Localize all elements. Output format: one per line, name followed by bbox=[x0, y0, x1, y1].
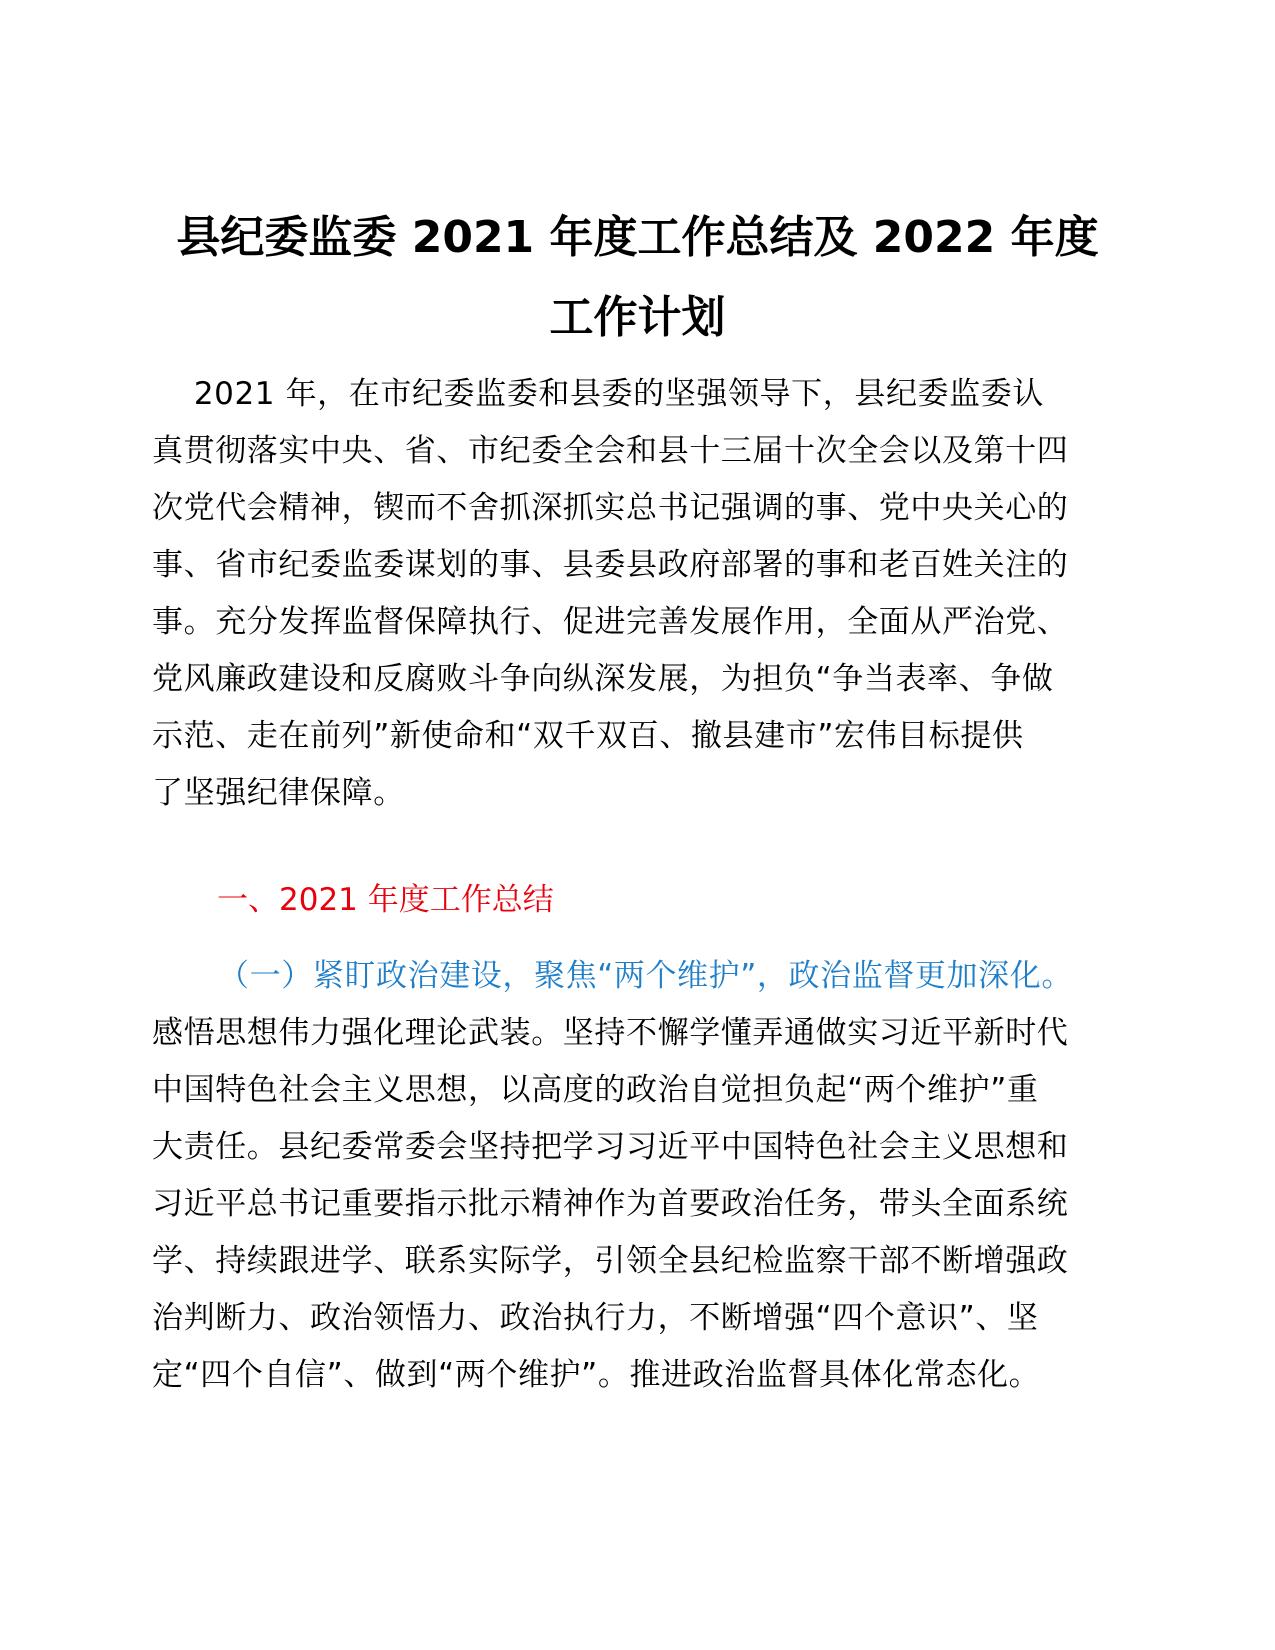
intro-line-6: 党风廉政建设和反腐败斗争向纵深发展，为担负“争当表率、争做 bbox=[152, 661, 1054, 697]
body-line-3: 大责任。县纪委常委会坚持把学习习近平中国特色社会主义思想和 bbox=[152, 1129, 1069, 1165]
body-line-7: 定“四个自信”、做到“两个维护”。推进政治监督具体化常态化。 bbox=[152, 1357, 1041, 1393]
intro-paragraph bbox=[152, 366, 1122, 822]
body-line-4: 习近平总书记重要指示批示精神作为首要政治任务，带头全面系统 bbox=[152, 1186, 1069, 1222]
section-heading: 一、2021 年度工作总结 bbox=[217, 882, 554, 918]
intro-line-4: 事、省市纪委监委谋划的事、县委县政府部署的事和老百姓关注的 bbox=[152, 547, 1069, 583]
body-line-5: 学、持续跟进学、联系实际学，引领全县纪检监察干部不断增强政 bbox=[152, 1243, 1069, 1279]
body-line-6: 治判断力、政治领悟力、政治执行力，不断增强“四个意识”、坚 bbox=[152, 1300, 1039, 1336]
subsection-heading: （一）紧盯政治建设，聚焦“两个维护”，政治监督更加深化。 bbox=[218, 958, 1073, 994]
title-line-2: 工作计划 bbox=[549, 292, 726, 343]
body-line-2: 中国特色社会主义思想，以高度的政治自觉担负起“两个维护”重 bbox=[152, 1072, 1039, 1108]
title-line-1: 县纪委监委 2021 年度工作总结及 2022 年度 bbox=[176, 212, 1099, 263]
document-title bbox=[150, 198, 1125, 358]
intro-line-5: 事。充分发挥监督保障执行、促进完善发展作用，全面从严治党、 bbox=[152, 604, 1069, 640]
body-line-1: 感悟思想伟力强化理论武装。坚持不懈学懂弄通做实习近平新时代 bbox=[152, 1015, 1069, 1051]
intro-line-3: 次党代会精神，锲而不舍抓深抓实总书记强调的事、党中央关心的 bbox=[152, 490, 1069, 526]
body-paragraph bbox=[152, 1005, 1122, 1404]
intro-line-2: 真贯彻落实中央、省、市纪委全会和县十三届十次全会以及第十四 bbox=[152, 433, 1069, 469]
intro-line-8: 了坚强纪律保障。 bbox=[152, 775, 405, 811]
intro-line-7: 示范、走在前列”新使命和“双千双百、撤县建市”宏伟目标提供 bbox=[152, 718, 1024, 754]
intro-line-1: 2021 年，在市纪委监委和县委的坚强领导下，县纪委监委认 bbox=[152, 376, 1044, 412]
